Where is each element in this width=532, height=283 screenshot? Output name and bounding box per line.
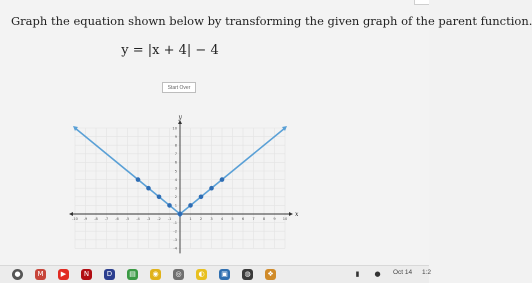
battery-icon[interactable]: ▮ (355, 270, 360, 278)
y-tick-label: 9 (174, 134, 177, 139)
x-tick-label: 4 (220, 217, 224, 221)
app-gray-icon[interactable]: ◎ (173, 269, 184, 280)
app-green-icon[interactable]: ▤ (127, 269, 138, 280)
y-tick-label: 8 (174, 143, 177, 148)
app-yellow-icon[interactable]: ◐ (196, 269, 207, 280)
x-tick-label: 5 (231, 217, 234, 221)
gmail-icon[interactable]: M (35, 269, 46, 280)
graph-point[interactable] (146, 186, 151, 191)
x-tick-label: -4 (136, 217, 140, 221)
files-icon[interactable]: ▣ (219, 269, 230, 280)
graph-point[interactable] (199, 195, 204, 200)
photos-icon[interactable]: ❖ (265, 269, 276, 280)
y-tick-label: 2 (174, 195, 177, 200)
netflix-icon[interactable]: N (81, 269, 92, 280)
taskbar (0, 265, 432, 283)
y-tick-label: 7 (174, 152, 177, 157)
x-tick-label: -1 (167, 217, 172, 221)
x-tick-label: 6 (241, 217, 245, 221)
x-tick-label: 3 (210, 217, 213, 221)
y-tick-label: 5 (174, 169, 177, 174)
graph-point[interactable] (157, 195, 162, 200)
x-tick-label: 9 (273, 217, 276, 221)
x-tick-label: -7 (104, 217, 109, 221)
coordinate-graph[interactable] (60, 97, 300, 267)
x-tick-label: 1 (189, 217, 192, 221)
y-axis-label: y (178, 114, 182, 121)
y-tick-label: 1 (174, 203, 177, 208)
y-tick-label: -4 (173, 246, 177, 251)
y-tick-label: -1 (173, 220, 177, 225)
y-tick-label: 3 (174, 186, 177, 191)
y-tick-label: 10 (172, 126, 177, 131)
y-tick-label: 4 (174, 177, 177, 182)
x-axis-label: x (295, 211, 299, 218)
x-tick-label: -2 (157, 217, 161, 221)
taskbar-date[interactable]: Oct 14 (393, 269, 413, 276)
graph-point[interactable] (220, 177, 225, 182)
window-corner (414, 0, 429, 5)
question-prompt: Graph the equation shown below by transforming the given graph of the parent function. (11, 14, 532, 28)
y-tick-label: -3 (173, 238, 177, 243)
x-tick-label: 10 (282, 217, 288, 221)
x-tick-label: -10 (72, 217, 78, 221)
taskbar-time[interactable]: 1:2 (422, 269, 432, 276)
x-tick-label: -9 (83, 217, 88, 221)
start-over-button[interactable]: Start Over (162, 82, 196, 93)
x-tick-label: -6 (115, 217, 119, 221)
graph-point[interactable] (209, 186, 214, 191)
x-tick-label: -8 (94, 217, 98, 221)
x-axis-arrow (289, 212, 293, 216)
x-tick-label: 8 (262, 217, 266, 221)
youtube-icon[interactable]: ▶ (58, 269, 69, 280)
x-tick-label: -5 (125, 217, 130, 221)
graph-point[interactable] (136, 177, 141, 182)
equation: y = |x + 4| − 4 (121, 43, 219, 58)
camera-icon[interactable]: ◍ (242, 269, 253, 280)
chrome-icon[interactable]: ◉ (150, 269, 161, 280)
graph-point[interactable] (188, 203, 193, 208)
network-icon[interactable]: ● (374, 270, 381, 278)
x-axis-arrow-left (69, 212, 73, 216)
launcher-icon[interactable]: ● (12, 269, 23, 280)
y-tick-label: 6 (174, 160, 177, 165)
y-tick-label: -2 (173, 229, 177, 234)
x-tick-label: -3 (146, 217, 151, 221)
x-tick-label: 7 (252, 217, 255, 221)
x-tick-label: 2 (199, 217, 203, 221)
graph-point[interactable] (167, 203, 172, 208)
disney-icon[interactable]: D (104, 269, 115, 280)
